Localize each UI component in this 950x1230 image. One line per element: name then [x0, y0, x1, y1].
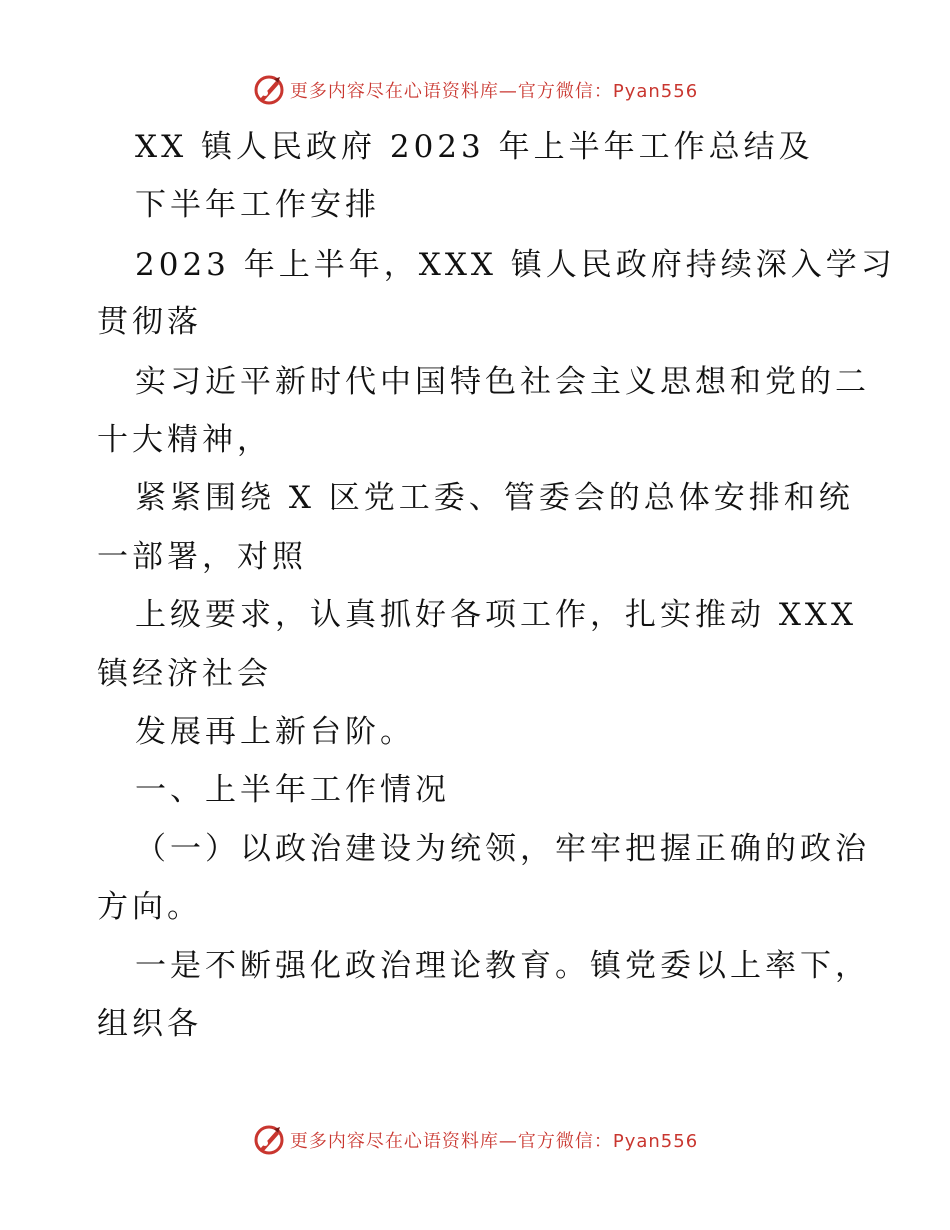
subsection-heading-cont: 方向。 — [97, 889, 202, 925]
paragraph-line: 贯彻落 — [97, 304, 202, 340]
header-watermark-banner — [0, 70, 950, 110]
logo-icon — [252, 73, 286, 107]
paragraph-line: 镇经济社会 — [97, 656, 272, 692]
logo-icon — [252, 1123, 286, 1157]
paragraph-line: 组织各 — [97, 1006, 202, 1042]
footer-watermark-banner — [0, 1120, 950, 1160]
paragraph-line: 上级要求，认真抓好各项工作，扎实推动 XXX — [135, 597, 858, 633]
paragraph-line: 2023 年上半年，XXX 镇人民政府持续深入学习 — [135, 247, 896, 283]
paragraph-line: 实习近平新时代中国特色社会主义思想和党的二 — [135, 364, 870, 400]
banner-separator: — — [498, 81, 518, 102]
subsection-heading: （一）以政治建设为统领，牢牢把握正确的政治 — [135, 831, 870, 867]
paragraph-line: 发展再上新台阶。 — [135, 714, 415, 750]
paragraph-line: 一是不断强化政治理论教育。镇党委以上率下， — [135, 948, 870, 984]
banner-contact: 官方微信：Pyan556 — [517, 1131, 699, 1152]
title-line-1: XX 镇人民政府 2023 年上半年工作总结及 — [135, 129, 814, 165]
paragraph-line: 十大精神， — [97, 422, 272, 458]
paragraph-line: 紧紧围绕 X 区党工委、管委会的总体安排和统 — [135, 480, 854, 516]
banner-contact: 官方微信：Pyan556 — [517, 81, 699, 102]
paragraph-line: 一部署，对照 — [97, 539, 307, 575]
title-line-2: 下半年工作安排 — [135, 187, 380, 223]
banner-slogan: 更多内容尽在心语资料库 — [289, 1131, 499, 1152]
banner-slogan: 更多内容尽在心语资料库 — [289, 81, 499, 102]
banner-separator: — — [498, 1131, 518, 1152]
section-heading: 一、上半年工作情况 — [135, 772, 450, 808]
